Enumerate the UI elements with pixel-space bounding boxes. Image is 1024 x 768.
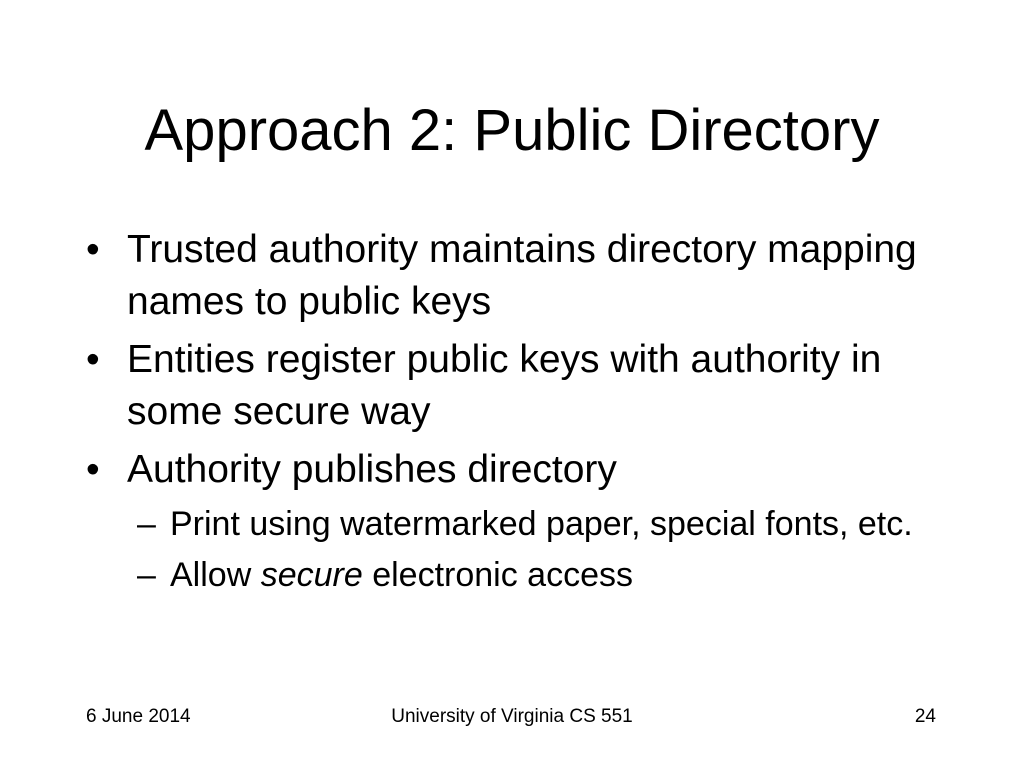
sub-bullet-item: [86, 553, 966, 598]
sub-bullet-marker: –: [137, 556, 156, 594]
sub-bullet-text: Print using watermarked paper, special fonts, etc.: [170, 505, 913, 543]
bullet-item: [86, 224, 966, 328]
bullet-marker: •: [86, 338, 100, 381]
bullet-text: Entities register public keys with authority in some secure way: [127, 338, 882, 433]
bullet-text: Authority publishes directory: [127, 448, 617, 491]
bullet-list: [86, 224, 966, 604]
sub-bullet-item: [86, 502, 966, 547]
footer-date: 6 June 2014: [86, 706, 191, 727]
footer-page-number: 24: [914, 706, 936, 727]
sub-bullet-text-before: Allow: [170, 556, 261, 594]
footer-course: University of Virginia CS 551: [391, 706, 633, 727]
bullet-marker: •: [86, 228, 100, 271]
slide-title: Approach 2: Public Directory: [144, 98, 880, 163]
bullet-item: [86, 444, 966, 496]
sub-bullet-marker: –: [137, 505, 156, 543]
bullet-item: [86, 334, 966, 438]
sub-bullet-text-after: electronic access: [362, 556, 633, 594]
bullet-marker: •: [86, 448, 100, 491]
sub-bullet-emphasis: secure: [260, 556, 363, 594]
bullet-text: Trusted authority maintains directory mapping names to public keys: [127, 228, 917, 323]
